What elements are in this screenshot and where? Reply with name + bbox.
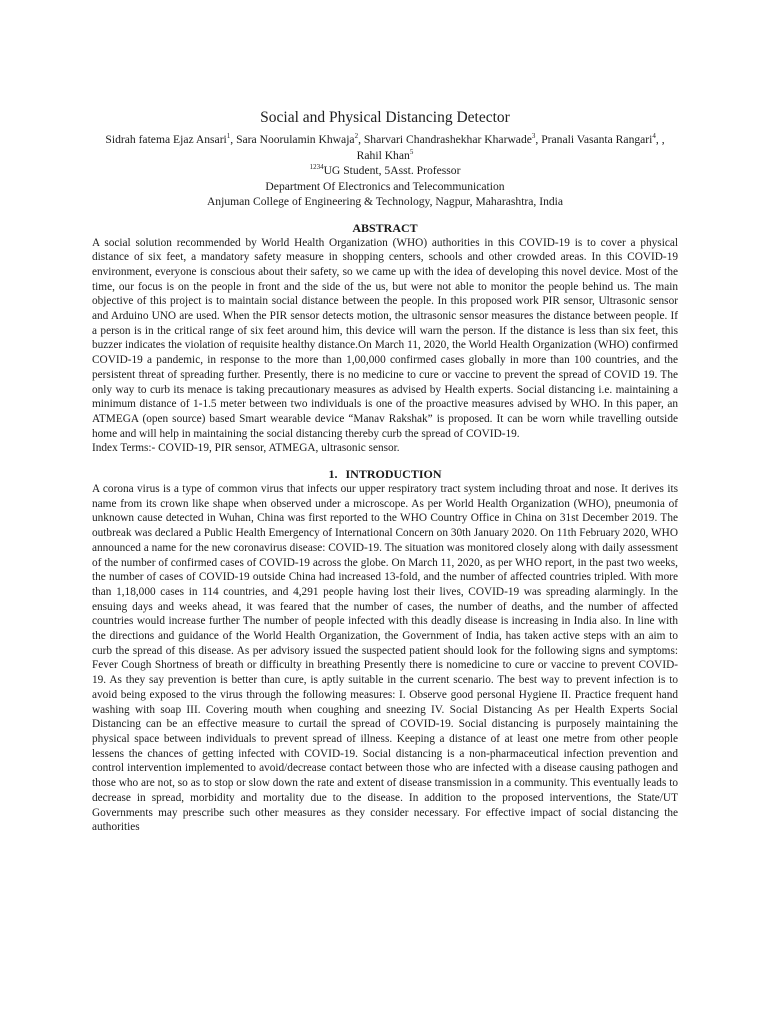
author-separator: , [358, 133, 364, 146]
author-name: Sara Noorulamin Khwaja [236, 133, 355, 146]
author-name: Sidrah fatema Ejaz Ansari [105, 133, 227, 146]
section-number: 1. [328, 467, 338, 482]
author-sup: 3 [531, 132, 536, 141]
author-sup: 1 [226, 132, 231, 141]
author-name: Sharvari Chandrashekhar Kharwade [363, 133, 532, 146]
introduction-heading [92, 466, 678, 482]
index-terms: Index Terms:- COVID-19, PIR sensor, ATMEGA, ultrasonic sensor. [92, 442, 400, 455]
department: Department Of Electronics and Telecommunication [265, 179, 505, 193]
affiliation-block [92, 163, 678, 210]
author-separator: , , [655, 133, 665, 146]
author-sup: 5 [409, 147, 414, 156]
author-separator: , [230, 133, 237, 146]
college: Anjuman College of Engineering & Technology, Nagpur, Maharashtra, India [206, 195, 564, 208]
roles-text: UG Student, 5Asst. Professor [323, 164, 461, 177]
author-sup: 4 [652, 132, 656, 141]
paper-title: Social and Physical Distancing Detector [260, 109, 510, 126]
section-title: INTRODUCTION [345, 467, 442, 482]
author-name: Rahil Khan [356, 148, 410, 162]
author-separator: , [535, 133, 542, 146]
abstract-text: A social solution recommended by World Health Organization (WHO) authorities in this COVID-19 is to cover a physical distance of six feet, a mandatory safety measure in shopping centers, schools and other crowded areas. In this COVID-19 environment, everyone is conscious about their safety, so we came up with the idea of developing this novel device. Most of the time, our focus is on the people in front and the side of the us, but were not able to monitor the people behind us. The main objective of this project is to maintain social distance between the people. In this proposed work PIR sensor, Ultrasonic sensor and Arduino UNO are used. When the PIR sensor detects motion, the ultrasonic sensor measures the distance between people. If a person is in the critical range of six feet around him, this device will warn the person. If the distance is less than six feet, this buzzer indicates the violation of requisite healthy distance.On March 11, 2020, the World Health Organization (WHO) confirmed COVID-19 a pandemic, in response to the more than 1,00,000 confirmed cases globally in more than 100 countries, and the persistent threat of spreading further. Presently, there is no medicine to cure or vaccine to prevent the spread of COVID 19. The only way to curb its menace is taking precautionary measures as advised by Health experts. Social distancing i.e. maintaining a minimum distance of 1-1.5 meter between two individuals is one of the proactive measures advised by WHO. In this paper, an ATMEGA (open source) based Smart wearable device “Manav Rakshak” is proposed. It can be worn while travelling outside home and will help in maintaining the social distancing thereby curb the spread of COVID-19. [92, 236, 678, 440]
abstract-heading: ABSTRACT [352, 220, 418, 235]
page-content [92, 108, 678, 835]
author-sup: 2 [354, 132, 359, 141]
author-list [92, 132, 678, 163]
author-roles [92, 163, 678, 179]
author-name: Pranali Vasanta Rangari [541, 133, 653, 146]
introduction-text: A corona virus is a type of common virus that infects our upper respiratory tract system including throat and nose. It derives its name from its crown like shape when observed under a microscope. As per World Health Organization (WHO), pneumonia of unknown cause detected in Wuhan, China was first reported to the WHO Country Office in China on 31st December 2019. The outbreak was declared a Public Health Emergency of International Concern on 30th January 2020. On 11th February 2020, WHO announced a name for the new coronavirus disease: COVID-19. The situation was monitored closely along with daily assessment of the number of confirmed cases of COVID-19 across the globe. On March 11, 2020, as per WHO report, in the past two weeks, the number of cases of COVID-19 outside China had increased 13-fold, and the number of affected countries tripled. With more than 1,18,000 cases in 114 countries, and 4,291 people having lost their lives, COVID-19 was spreading alarmingly. In the ensuing days and weeks ahead, it was feared that the number of cases, the number of deaths, and the number of affected countries would increase further The number of people infected with this deadly disease is increasing in India also. In line with the directions and guidance of the World Health Organization, the Government of India, has taken active steps with an aim to curb the spread of this disease. As per advisory issued the suspected patient should look for the following signs and symptoms: Fever Cough Shortness of breath or difficulty in breathing Presently there is nomedicine to cure or vaccine to prevent COVID-19. As they say prevention is better than cure, is aptly suitable in the current scenario. The best way to prevent infection is to avoid being exposed to the virus through the following measures: I. Observe good personal Hygiene II. Practice frequent hand washing with soap III. Covering mouth when coughing and sneezing IV. Social Distancing As per Health Experts Social Distancing can be an effective measure to curtail the spread of COVID-19. Social distancing is purposely maintaining the physical space between individuals to prevent spread of illness. Keeping a distance of at least one metre from other people lessens the chances of getting infected with COVID-19. Social distancing is a non-pharmaceutical infection prevention and control intervention implemented to avoid/decrease contact between those who are infected with a disease causing pathogen and those who are not, so as to stop or slow down the rate and extent of disease transmission in a community. This eventually leads to decrease in spread, morbidity and mortality due to the disease. In addition to the proposed interventions, the State/UT Governments may prescribe such other measures as they consider necessary. For effective impact of social distancing the authorities [92, 483, 678, 834]
roles-sup: 1234 [309, 163, 324, 172]
